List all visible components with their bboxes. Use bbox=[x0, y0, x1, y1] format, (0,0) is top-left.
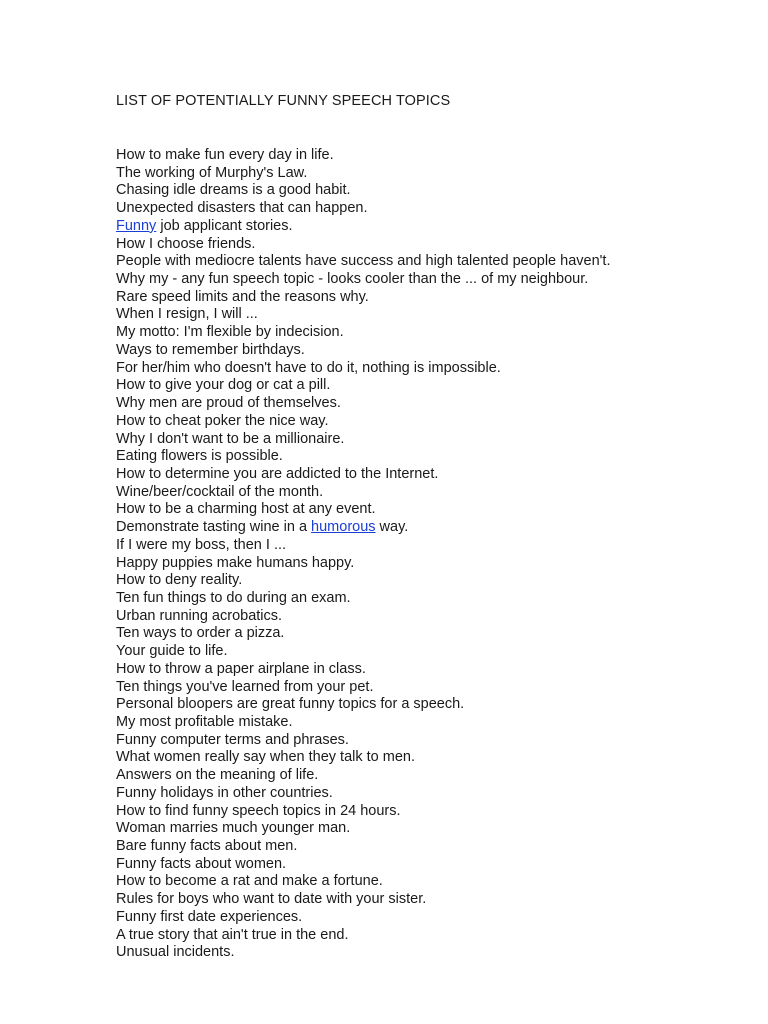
topic-item: Eating flowers is possible. bbox=[116, 448, 283, 465]
topic-item bbox=[116, 519, 610, 537]
topic-item: How to determine you are addicted to the Internet. bbox=[116, 465, 439, 482]
topic-item: Woman marries much younger man. bbox=[116, 820, 351, 837]
topic-list bbox=[116, 147, 610, 962]
topic-item: Wine/beer/cocktail of the month. bbox=[116, 483, 324, 500]
topic-item: Ten things you've learned from your pet. bbox=[116, 678, 374, 695]
topic-item: How to throw a paper airplane in class. bbox=[116, 660, 366, 677]
topic-item: What women really say when they talk to men. bbox=[116, 749, 415, 766]
topic-item: Why my - any fun speech topic - looks cooler than the ... of my neighbour. bbox=[116, 271, 589, 288]
topic-item: My motto: I'm flexible by indecision. bbox=[116, 324, 344, 341]
topic-item: When I resign, I will ... bbox=[116, 306, 258, 323]
topic-link[interactable]: Funny bbox=[116, 217, 157, 234]
topic-item: Funny first date experiences. bbox=[116, 908, 303, 925]
topic-item: For her/him who doesn't have to do it, nothing is impossible. bbox=[116, 359, 501, 376]
topic-item: How to deny reality. bbox=[116, 572, 243, 589]
topic-item: How to find funny speech topics in 24 hours. bbox=[116, 802, 401, 819]
topic-text: Demonstrate tasting wine in a bbox=[116, 519, 312, 536]
topic-item: Unexpected disasters that can happen. bbox=[116, 200, 368, 217]
topic-item: Why men are proud of themselves. bbox=[116, 395, 341, 412]
topic-item: My most profitable mistake. bbox=[116, 714, 293, 730]
topic-item: How to cheat poker the nice way. bbox=[116, 412, 329, 429]
topic-item: How to become a rat and make a fortune. bbox=[116, 873, 383, 890]
topic-item: Chasing idle dreams is a good habit. bbox=[116, 182, 351, 199]
topic-item: The working of Murphy's Law. bbox=[116, 164, 308, 181]
topic-item: Ten fun things to do during an exam. bbox=[116, 589, 351, 606]
topic-item: How to be a charming host at any event. bbox=[116, 501, 376, 518]
topic-item: Funny computer terms and phrases. bbox=[116, 731, 349, 748]
topic-item: People with mediocre talents have success and high talented people haven't. bbox=[116, 253, 611, 270]
topic-text: way. bbox=[375, 519, 409, 536]
page-title: LIST OF POTENTIALLY FUNNY SPEECH TOPICS bbox=[116, 93, 451, 109]
topic-item: Ten ways to order a pizza. bbox=[116, 625, 285, 642]
topic-item: How to give your dog or cat a pill. bbox=[116, 377, 331, 394]
topic-item: Rules for boys who want to date with your sister. bbox=[116, 891, 427, 908]
topic-item: Ways to remember birthdays. bbox=[116, 341, 305, 358]
topic-item: Personal bloopers are great funny topics for a speech. bbox=[116, 696, 465, 713]
topic-item: Bare funny facts about men. bbox=[116, 838, 298, 855]
topic-item: If I were my boss, then I ... bbox=[116, 536, 287, 553]
topic-item: Funny holidays in other countries. bbox=[116, 784, 333, 801]
topic-item bbox=[116, 218, 610, 236]
topic-item: How I choose friends. bbox=[116, 235, 256, 252]
topic-item: Urban running acrobatics. bbox=[116, 607, 283, 624]
topic-item: Rare speed limits and the reasons why. bbox=[116, 288, 369, 305]
topic-item: Why I don't want to be a millionaire. bbox=[116, 430, 345, 447]
topic-link[interactable]: humorous bbox=[311, 519, 376, 536]
topic-text: job applicant stories. bbox=[156, 217, 293, 234]
topic-item: Happy puppies make humans happy. bbox=[116, 554, 355, 571]
topic-item: How to make fun every day in life. bbox=[116, 147, 334, 163]
topic-item: Your guide to life. bbox=[116, 643, 228, 660]
topic-item: A true story that ain't true in the end. bbox=[116, 926, 349, 943]
topic-item: Funny facts about women. bbox=[116, 855, 287, 872]
topic-item: Unusual incidents. bbox=[116, 944, 235, 961]
topic-item: Answers on the meaning of life. bbox=[116, 767, 319, 784]
